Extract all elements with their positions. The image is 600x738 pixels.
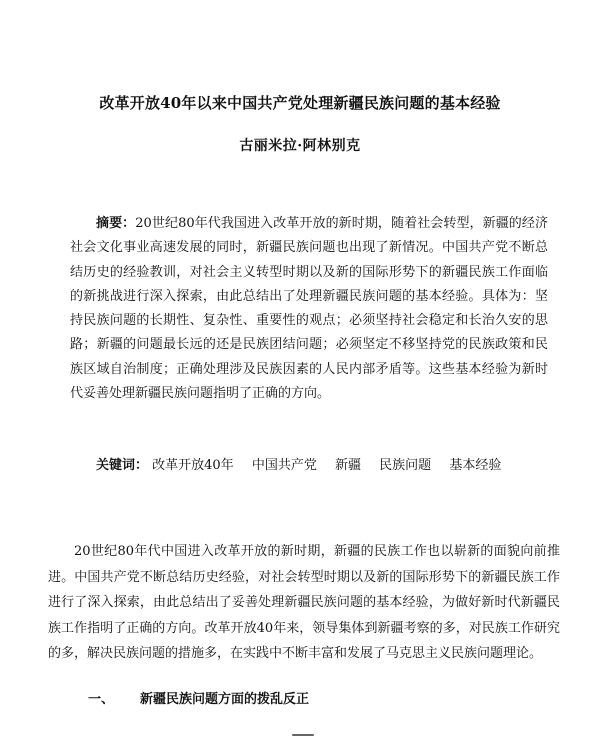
keyword-item: 基本经验 bbox=[449, 458, 502, 473]
keywords-label: 关键词： bbox=[96, 458, 149, 473]
keywords bbox=[96, 456, 566, 476]
page-number-cutoff bbox=[283, 729, 323, 738]
body-paragraph: 20世纪80年代中国进入改革开放的新时期，新疆的民族工作也以崭新的面貌向前推进。中国共产党不断总结历史经验，对社会转型时期以及新的国际形势下的新疆民族工作进行了深入探索，由此总结出了妥善处理新疆民族问题的基本经验，为做好新时代新疆民族工作指明了正确的方向。改革开放40年来，领导集体到新疆考察的多，对民族工作研究的多，解决民族问题的措施多，在实践中不断丰富和发展了马克思主义民族问题理论。 bbox=[48, 544, 560, 661]
keyword-item: 民族问题 bbox=[379, 458, 432, 473]
section-title: 新疆民族问题方面的拨乱反正 bbox=[140, 692, 310, 707]
keyword-item: 中国共产党 bbox=[251, 458, 317, 473]
abstract-text: 20世纪80年代我国进入改革开放的新时期，随着社会转型，新疆的经济社会文化事业高速发展的同时，新疆民族问题也出现了新情况。中国共产党不断总结历史的经验教训，对社会主义转型时期以及新的国际形势下的新疆民族工作面临的新挑战进行深入探索，由此总结出了处理新疆民族问题的基本经验。具体为：坚持民族问题的长期性、复杂性、重要性的观点；必须坚持社会稳定和长治久安的思路；新疆的问题最长远的还是民族团结问题；必须坚定不移坚持党的民族政策和民族区域自治制度；正确处理涉及民族因素的人民内部矛盾等。这些基本经验为新时代妥善处理新疆民族问题指明了正确的方向。 bbox=[70, 216, 548, 402]
author-name: 古丽米拉·阿林别克 bbox=[239, 138, 361, 154]
paper-title: 改革开放40年以来中国共产党处理新疆民族问题的基本经验 bbox=[99, 94, 501, 112]
keyword-item: 改革开放40年 bbox=[152, 458, 234, 473]
section-number: 一、 bbox=[88, 692, 115, 707]
abstract-label: 摘要： bbox=[96, 216, 136, 231]
keyword-item: 新疆 bbox=[335, 458, 362, 473]
abstract bbox=[70, 212, 548, 406]
section-heading bbox=[88, 688, 309, 707]
